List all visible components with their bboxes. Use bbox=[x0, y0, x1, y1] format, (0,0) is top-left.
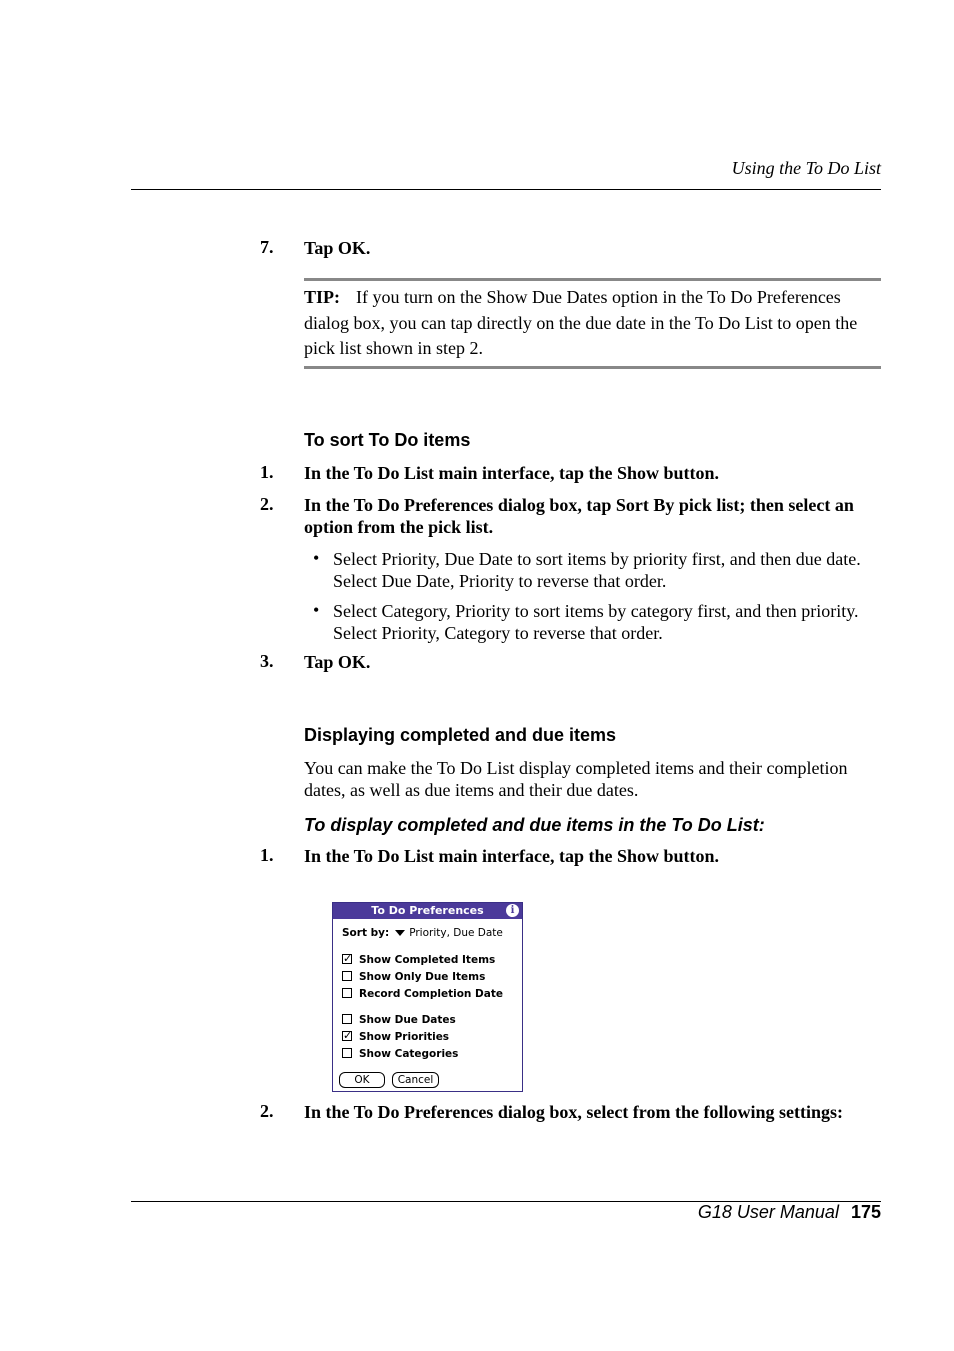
procedure-subheading: To display completed and due items in the To Do List: bbox=[304, 815, 765, 835]
sort-step-3-text: Tap OK. bbox=[304, 652, 371, 672]
checkbox-record-completion-date[interactable] bbox=[342, 987, 503, 1001]
footer-manual-title: G18 User Manual bbox=[697, 1202, 839, 1222]
tip-top-rule bbox=[304, 278, 881, 281]
tip-block bbox=[304, 285, 882, 362]
checkbox-checked-icon[interactable]: ✓ bbox=[343, 952, 353, 965]
checkbox-unchecked-icon[interactable] bbox=[342, 988, 352, 998]
tip-text: If you turn on the Show Due Dates option in the To Do Preferences dialog box, you can tap directly on the due date in the To Do List to open the pick list shown in step 2. bbox=[304, 287, 858, 358]
todo-preferences-dialog bbox=[332, 902, 523, 1092]
checkbox-label: Show Categories bbox=[359, 1048, 459, 1060]
cancel-button[interactable]: Cancel bbox=[392, 1072, 439, 1088]
checkbox-show-completed-items[interactable] bbox=[342, 953, 495, 967]
checkbox-show-categories[interactable] bbox=[342, 1047, 458, 1061]
sort-step-1-number: 1. bbox=[260, 462, 274, 482]
sort-step-2-text: In the To Do Preferences dialog box, tap Sort By pick list; then select an option from the pick list. bbox=[304, 495, 854, 537]
sort-step-2-number: 2. bbox=[260, 494, 274, 514]
display-step-1-text: In the To Do List main interface, tap the Show button. bbox=[304, 846, 720, 866]
sort-by-picklist[interactable]: Priority, Due Date bbox=[409, 927, 503, 939]
tip-bottom-rule bbox=[304, 366, 881, 369]
bullet-mark: • bbox=[313, 600, 320, 620]
checkbox-show-due-dates[interactable] bbox=[342, 1013, 456, 1027]
ok-button[interactable]: OK bbox=[339, 1072, 385, 1088]
step-7-text: Tap OK. bbox=[304, 238, 371, 258]
section-heading-display: Displaying completed and due items bbox=[304, 725, 617, 745]
tip-label: TIP: bbox=[304, 287, 340, 307]
header-rule bbox=[131, 189, 881, 190]
display-step-2-number: 2. bbox=[260, 1101, 274, 1121]
step-7-number: 7. bbox=[260, 237, 274, 257]
checkbox-unchecked-icon[interactable] bbox=[342, 971, 352, 981]
checkbox-unchecked-icon[interactable] bbox=[342, 1048, 352, 1058]
checkbox-label: Show Only Due Items bbox=[359, 971, 486, 983]
checkbox-label: Show Due Dates bbox=[359, 1014, 456, 1026]
sort-step-1-text: In the To Do List main interface, tap the Show button. bbox=[304, 463, 720, 483]
bullet-mark: • bbox=[313, 548, 320, 568]
bullet-item: Select Priority, Due Date to sort items by priority first, and then due date. Select Due Date, Priority to reverse that order. bbox=[333, 549, 861, 591]
info-icon[interactable]: i bbox=[506, 904, 519, 917]
dropdown-triangle-icon[interactable] bbox=[395, 930, 405, 936]
display-step-1-number: 1. bbox=[260, 845, 274, 865]
checkbox-unchecked-icon[interactable] bbox=[342, 1014, 352, 1024]
dialog-title-bar bbox=[333, 903, 522, 919]
checkbox-show-priorities[interactable] bbox=[342, 1030, 449, 1044]
running-header: Using the To Do List bbox=[731, 158, 881, 178]
checkbox-show-only-due-items[interactable] bbox=[342, 970, 485, 984]
checkbox-label: Record Completion Date bbox=[359, 988, 503, 1000]
sort-step-3-number: 3. bbox=[260, 651, 274, 671]
bullet-item: Select Category, Priority to sort items by category first, and then priority. Select Priority, Category to reverse that order. bbox=[333, 601, 859, 643]
section-heading-sort: To sort To Do items bbox=[304, 430, 471, 450]
checkbox-label: Show Priorities bbox=[359, 1031, 450, 1043]
checkbox-label: Show Completed Items bbox=[359, 954, 496, 966]
page-number: 175 bbox=[850, 1202, 881, 1222]
display-intro-paragraph: You can make the To Do List display completed items and their completion dates, as well as due items and their due dates. bbox=[304, 758, 848, 800]
page-footer bbox=[698, 1202, 881, 1223]
display-step-2-text: In the To Do Preferences dialog box, select from the following settings: bbox=[304, 1102, 843, 1122]
dialog-title: To Do Preferences bbox=[371, 904, 484, 917]
checkbox-checked-icon[interactable]: ✓ bbox=[343, 1029, 353, 1042]
sort-by-label: Sort by: bbox=[342, 927, 390, 939]
sort-by-row bbox=[342, 927, 503, 939]
